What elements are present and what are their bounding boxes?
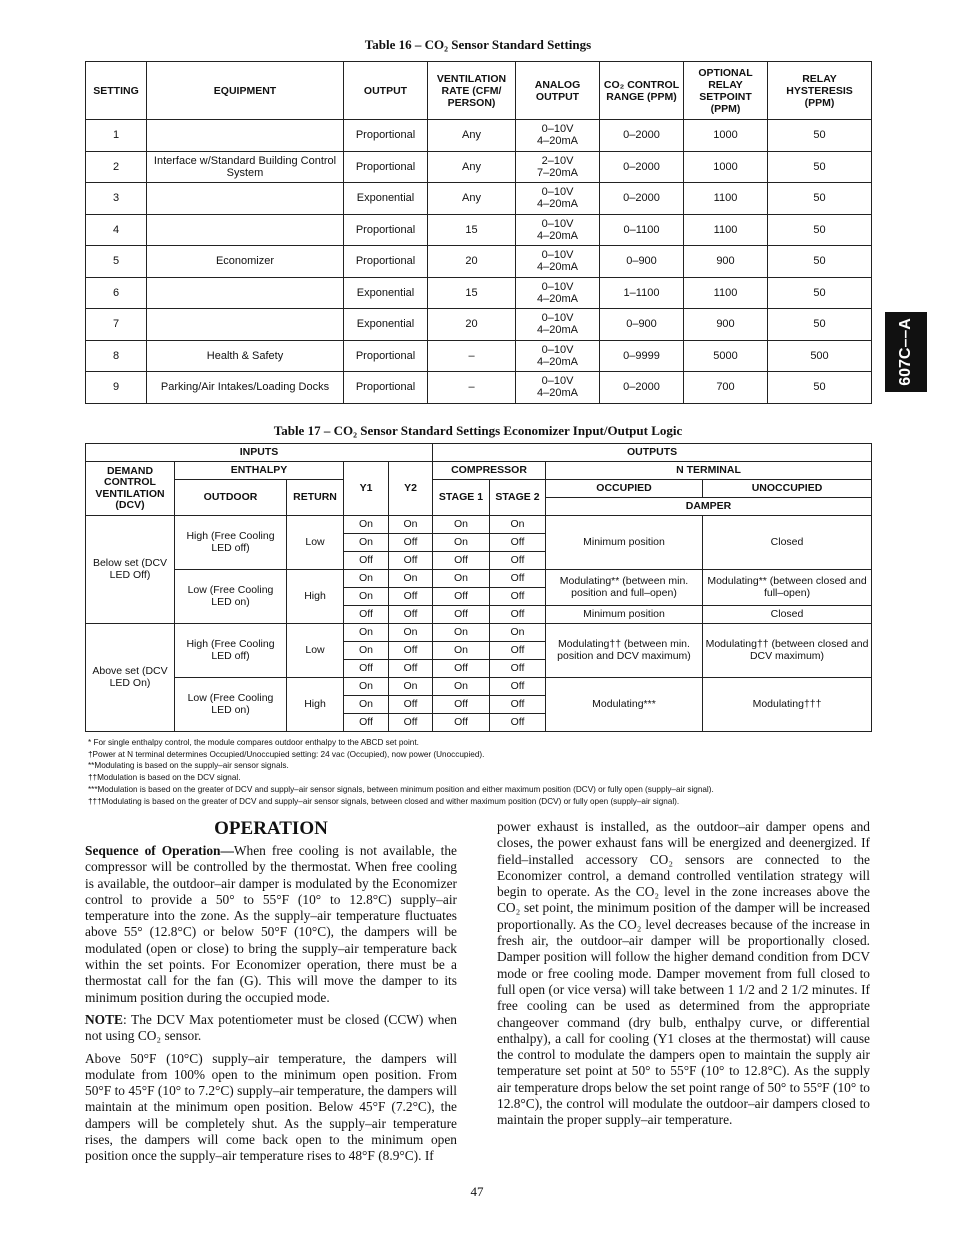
stage2-cell: Off: [490, 552, 546, 570]
co2-settings-table: [85, 61, 872, 404]
return-header: RETURN: [287, 480, 344, 516]
table-cell: 700: [684, 372, 768, 404]
table-cell: 0–2000: [600, 183, 684, 215]
table-cell: Interface w/Standard Building Control System: [147, 151, 344, 183]
note-text: : The DCV Max potentiometer must be closed (CCW) when not using CO₂ sensor.: [85, 1011, 457, 1044]
y1-cell: On: [344, 642, 389, 660]
stage2-cell: Off: [490, 606, 546, 624]
stage1-cell: On: [433, 570, 490, 588]
y2-cell: On: [389, 516, 433, 534]
table-row: [86, 214, 872, 246]
sequence-label: Sequence of Operation—: [85, 843, 234, 858]
y2-cell: Off: [389, 588, 433, 606]
occupied-header: OCCUPIED: [546, 480, 703, 498]
table-cell: 900: [684, 246, 768, 278]
note-label: NOTE: [85, 1011, 123, 1027]
stage1-cell: Off: [433, 588, 490, 606]
table-cell: –: [428, 340, 516, 372]
dcv-header: DEMAND CONTROL VENTILATION (DCV): [86, 462, 175, 516]
temperature-paragraph: Above 50°F (10°C) supply–air temperature, the dampers will modulate from 100% open to the minimum open position. From 50°F to 45°F (10° to 7.2°C) supply–air temperature, the dampers will maintain at the minimum open position. Below 45°F (7.2°C), the dampers will be completely shut. As the supply–air temperature rises, the dampers will come back open to the minimum open position once the supply–air temperature rises to 48°F (8.9°C). If: [85, 1050, 457, 1164]
y2-cell: On: [389, 570, 433, 588]
dcv-below-cell: Below set (DCV LED Off): [86, 516, 175, 624]
stage2-cell: Off: [490, 588, 546, 606]
unoccupied-header: UNOCCUPIED: [703, 480, 872, 498]
footnote: †Power at N terminal determines Occupied/Unoccupied setting: 24 vac (Occupied), now power (Unoccupied).: [88, 749, 485, 759]
unoccupied-damper-cell: Closed: [703, 606, 872, 624]
stage1-cell: On: [433, 678, 490, 696]
table-cell: 20: [428, 309, 516, 341]
table-cell: 50: [768, 246, 872, 278]
table-cell: 8: [86, 340, 147, 372]
table-cell: 0–10V 4–20mA: [516, 372, 600, 404]
table-cell: 50: [768, 309, 872, 341]
unoccupied-damper-cell: Modulating** (between closed and full–open): [703, 570, 872, 606]
table-cell: 0–10V 4–20mA: [516, 309, 600, 341]
table-cell: 50: [768, 277, 872, 309]
y1-header: Y1: [344, 462, 389, 516]
table-row: [86, 183, 872, 215]
sequence-text: When free cooling is not available, the compressor will be controlled by the thermostat. When free cooling is available, the outdoor–air damper is modulated by the Economizer control to provide a 50° to 55°F (10° to 12.8°C) supply–air temperature into the zone. As the supply–air temperature fluctuates above 55° (12.8°C) or below 50°F (10°C), the dampers will be modulated (open or close) to bring the supply–air temperature back within the set points. For Economizer operation, there must be a thermostat call for the fan (G). This will move the damper to its minimum position during the occupied mode.: [85, 843, 457, 1005]
section-tab: 607C––A: [885, 312, 927, 392]
table-row: [86, 372, 872, 404]
y2-header: Y2: [389, 462, 433, 516]
y2-cell: Off: [389, 642, 433, 660]
table-cell: [147, 214, 344, 246]
table-cell: –: [428, 372, 516, 404]
table-row: [86, 309, 872, 341]
table-cell: 50: [768, 120, 872, 152]
table-cell: Proportional: [344, 372, 428, 404]
stage2-cell: Off: [490, 660, 546, 678]
y2-cell: On: [389, 678, 433, 696]
economizer-logic-table: [85, 443, 872, 732]
stage1-cell: Off: [433, 660, 490, 678]
table-cell: 50: [768, 372, 872, 404]
unoccupied-damper-cell: Closed: [703, 516, 872, 570]
table-cell: Proportional: [344, 246, 428, 278]
outdoor-high-cell: High (Free Cooling LED off): [175, 624, 287, 678]
table-cell: [147, 120, 344, 152]
y2-cell: Off: [389, 552, 433, 570]
stage2-cell: On: [490, 624, 546, 642]
y1-cell: On: [344, 534, 389, 552]
stage1-cell: On: [433, 516, 490, 534]
table-cell: 50: [768, 151, 872, 183]
stage1-cell: Off: [433, 606, 490, 624]
table-cell: 500: [768, 340, 872, 372]
inputs-header: INPUTS: [86, 444, 433, 462]
table-cell: Health & Safety: [147, 340, 344, 372]
stage1-header: STAGE 1: [433, 480, 490, 516]
table-cell: 0–10V 4–20mA: [516, 277, 600, 309]
table-cell: 20: [428, 246, 516, 278]
table-row: [86, 120, 872, 152]
table-cell: 1100: [684, 183, 768, 215]
table-cell: Exponential: [344, 309, 428, 341]
column-header: OPTIONAL RELAY SETPOINT (PPM): [684, 62, 768, 120]
y1-cell: On: [344, 678, 389, 696]
stage1-cell: Off: [433, 552, 490, 570]
table-row: [86, 340, 872, 372]
column-header: ANALOG OUTPUT: [516, 62, 600, 120]
y1-cell: Off: [344, 714, 389, 732]
stage2-header: STAGE 2: [490, 480, 546, 516]
stage2-cell: Off: [490, 678, 546, 696]
stage2-cell: Off: [490, 642, 546, 660]
table-cell: 5: [86, 246, 147, 278]
table-cell: 50: [768, 214, 872, 246]
occupied-damper-cell: Minimum position: [546, 606, 703, 624]
table-cell: 0–10V 4–20mA: [516, 246, 600, 278]
enthalpy-header: ENTHALPY: [175, 462, 344, 480]
occupied-damper-cell: Modulating***: [546, 678, 703, 732]
column-header: OUTPUT: [344, 62, 428, 120]
table-row: [86, 151, 872, 183]
return-low-cell: Low: [287, 624, 344, 678]
left-column: [85, 843, 457, 1171]
footnote: * For single enthalpy control, the module compares outdoor enthalpy to the ABCD set point.: [88, 738, 419, 747]
return-low-cell: Low: [287, 516, 344, 570]
table-cell: 0–10V 4–20mA: [516, 183, 600, 215]
table-cell: 5000: [684, 340, 768, 372]
stage1-cell: On: [433, 534, 490, 552]
y1-cell: Off: [344, 660, 389, 678]
table-cell: Proportional: [344, 120, 428, 152]
table-cell: 0–10V 4–20mA: [516, 214, 600, 246]
table-cell: 4: [86, 214, 147, 246]
table-cell: 0–2000: [600, 151, 684, 183]
dcv-above-cell: Above set (DCV LED On): [86, 624, 175, 732]
footnote: †††Modulating is based on the greater of DCV and supply–air sensor signals, between closed and wither maximum position (DCV) or fully open (supply–air signal).: [88, 796, 680, 806]
stage2-cell: Off: [490, 534, 546, 552]
y1-cell: On: [344, 624, 389, 642]
table-cell: 0–2000: [600, 372, 684, 404]
table-cell: Economizer: [147, 246, 344, 278]
column-header: RELAY HYSTERESIS (PPM): [768, 62, 872, 120]
n-terminal-header: N TERMINAL: [546, 462, 872, 480]
table-cell: 1000: [684, 120, 768, 152]
table-cell: 1–1100: [600, 277, 684, 309]
y2-cell: Off: [389, 714, 433, 732]
page-number: 47: [470, 1184, 484, 1199]
table-row: [86, 277, 872, 309]
y2-cell: Off: [389, 660, 433, 678]
table-cell: 6: [86, 277, 147, 309]
table-cell: 1000: [684, 151, 768, 183]
table-cell: [147, 183, 344, 215]
return-high-cell: High: [287, 570, 344, 624]
table-cell: 15: [428, 214, 516, 246]
table-cell: 9: [86, 372, 147, 404]
right-column: [497, 819, 870, 1135]
stage1-cell: Off: [433, 714, 490, 732]
y1-cell: On: [344, 570, 389, 588]
stage1-cell: On: [433, 642, 490, 660]
operation-heading: OPERATION: [214, 818, 328, 839]
y1-cell: On: [344, 516, 389, 534]
outdoor-low-cell: Low (Free Cooling LED on): [175, 678, 287, 732]
table-cell: Any: [428, 183, 516, 215]
column-header: VENTILATION RATE (CFM/ PERSON): [428, 62, 516, 120]
table-row: [86, 246, 872, 278]
y2-cell: Off: [389, 606, 433, 624]
column-header: EQUIPMENT: [147, 62, 344, 120]
unoccupied-damper-cell: Modulating†††: [703, 678, 872, 732]
column-header: SETTING: [86, 62, 147, 120]
y1-cell: On: [344, 588, 389, 606]
table-cell: 2–10V 7–20mA: [516, 151, 600, 183]
stage1-cell: On: [433, 624, 490, 642]
y1-cell: On: [344, 696, 389, 714]
table-cell: Parking/Air Intakes/Loading Docks: [147, 372, 344, 404]
table-cell: 0–10V 4–20mA: [516, 120, 600, 152]
table-cell: 15: [428, 277, 516, 309]
table-cell: 0–900: [600, 246, 684, 278]
table-cell: 0–9999: [600, 340, 684, 372]
table-cell: Any: [428, 120, 516, 152]
table-cell: Proportional: [344, 214, 428, 246]
compressor-header: COMPRESSOR: [433, 462, 546, 480]
table-cell: Proportional: [344, 151, 428, 183]
table-cell: 3: [86, 183, 147, 215]
stage2-cell: Off: [490, 714, 546, 732]
table-cell: Exponential: [344, 183, 428, 215]
table-cell: [147, 277, 344, 309]
unoccupied-damper-cell: Modulating†† (between closed and DCV maximum): [703, 624, 872, 678]
table16-caption: Table 16 – CO₂ Sensor Standard Settings: [364, 37, 592, 52]
table-cell: 1100: [684, 277, 768, 309]
y1-cell: Off: [344, 552, 389, 570]
damper-header: DAMPER: [546, 498, 872, 516]
table-cell: 0–2000: [600, 120, 684, 152]
occupied-damper-cell: Minimum position: [546, 516, 703, 570]
outdoor-low-cell: Low (Free Cooling LED on): [175, 570, 287, 624]
power-exhaust-paragraph: power exhaust is installed, as the outdoor–air damper opens and closes, the power exhaust fans will be energized and deenergized. If field–installed accessory CO₂ sensors are connected to the Economizer control, a demand controlled ventilation strategy will begin to operate. As the CO₂ level in the zone increases above the CO₂ set point, the minimum position of the damper will be increased proportionally. As the CO₂ level decreases because of the increase in fresh air, the outdoor–air damper will be proportionally closed. Damper position will follow the higher demand condition from DCV mode or free cooling mode. Damper movement from full closed to full open (or vice versa) will take between 1 1/2 and 2 1/2 minutes. If free cooling can be used as determined from the appropriate changeover command (dry bulb, enthalpy curve, or differential enthalpy), a call for cooling (Y1 closes at the thermostat) will cause the control to modulate the dampers open to maintain the supply air temperature set point at 50° to 55°F (10° to 12.8°C). As the supply air temperature drops below the set point range of 50° to 55°F (10° to 12.8°C), the control will modulate the outdoor–air dampers closed to maintain the proper supply–air temperature.: [497, 819, 870, 1128]
y2-cell: Off: [389, 696, 433, 714]
outputs-header: OUTPUTS: [433, 444, 872, 462]
table-footnotes: [88, 737, 878, 807]
outdoor-high-cell: High (Free Cooling LED off): [175, 516, 287, 570]
stage1-cell: Off: [433, 696, 490, 714]
table-cell: 1: [86, 120, 147, 152]
footnote: ††Modulation is based on the DCV signal.: [88, 773, 241, 783]
table-cell: 50: [768, 183, 872, 215]
table-cell: Exponential: [344, 277, 428, 309]
stage2-cell: Off: [490, 570, 546, 588]
table-cell: Any: [428, 151, 516, 183]
table-header-row: [86, 62, 872, 120]
table-cell: 0–1100: [600, 214, 684, 246]
table-cell: 1100: [684, 214, 768, 246]
column-header: CO₂ CONTROL RANGE (PPM): [600, 62, 684, 120]
stage2-cell: Off: [490, 696, 546, 714]
table-cell: [147, 309, 344, 341]
table-cell: 2: [86, 151, 147, 183]
y1-cell: Off: [344, 606, 389, 624]
stage2-cell: On: [490, 516, 546, 534]
table-cell: 0–900: [600, 309, 684, 341]
y2-cell: On: [389, 624, 433, 642]
occupied-damper-cell: Modulating†† (between min. position and DCV maximum): [546, 624, 703, 678]
return-high-cell: High: [287, 678, 344, 732]
table17-caption: Table 17 – CO₂ Sensor Standard Settings Economizer Input/Output Logic: [273, 423, 683, 438]
table-cell: 0–10V 4–20mA: [516, 340, 600, 372]
table-cell: 7: [86, 309, 147, 341]
table-cell: 900: [684, 309, 768, 341]
footnote: ***Modulation is based on the greater of DCV and supply–air sensor signals, between minimum position and either maximum position (DCV) or fully open (supply–air signal).: [88, 784, 714, 794]
occupied-damper-cell: Modulating** (between min. position and full–open): [546, 570, 703, 606]
outdoor-header: OUTDOOR: [175, 480, 287, 516]
footnote: **Modulating is based on the supply–air sensor signals.: [88, 761, 289, 771]
table-cell: Proportional: [344, 340, 428, 372]
y2-cell: Off: [389, 534, 433, 552]
